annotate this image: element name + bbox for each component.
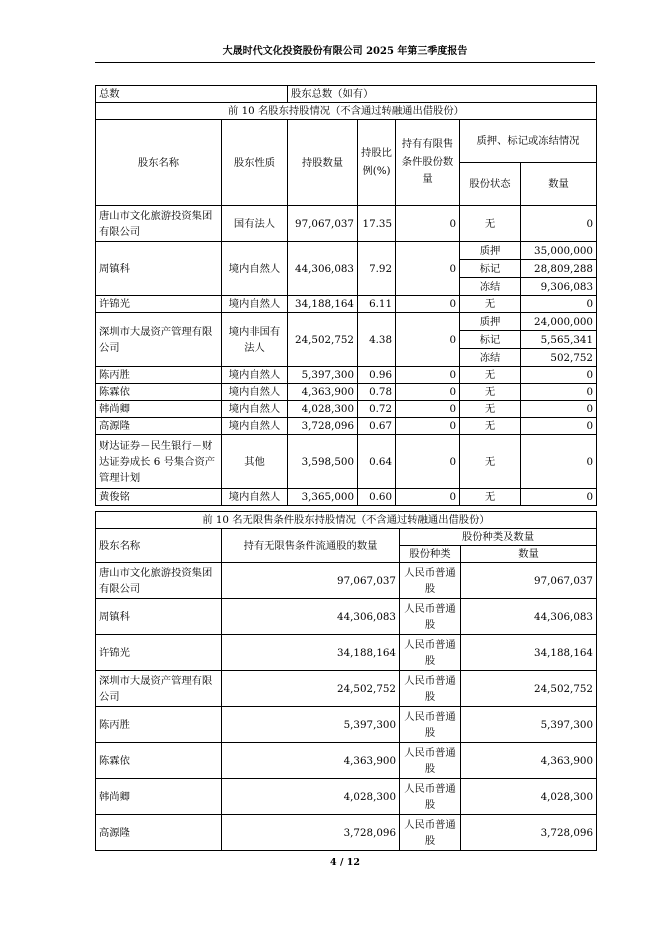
col-header-nature: 股东性质 — [222, 120, 288, 206]
pledge-amount: 0 — [521, 401, 597, 418]
shares-held: 44,306,083 — [288, 242, 358, 296]
pledge-status: 标记 — [460, 331, 521, 349]
pledge-amount: 0 — [521, 384, 597, 401]
restricted-shares: 0 — [396, 296, 460, 313]
share-amount: 97,067,037 — [461, 563, 597, 599]
shareholder-nature: 境内自然人 — [222, 367, 288, 384]
col-header-amount: 数量 — [461, 546, 597, 563]
table-row — [96, 206, 597, 242]
holding-ratio: 0.64 — [358, 435, 396, 489]
pledge-amount: 24,000,000 — [521, 313, 597, 331]
unrestricted-shares: 34,188,164 — [222, 635, 400, 671]
pledge-status: 无 — [460, 401, 521, 418]
share-type: 人民币普通股 — [400, 635, 461, 671]
share-amount: 34,188,164 — [461, 635, 597, 671]
share-type: 人民币普通股 — [400, 671, 461, 707]
shareholder-name: 韩尚卿 — [96, 779, 222, 815]
section-title: 前 10 名无限售条件股东持股情况（不含通过转融通出借股份） — [96, 512, 597, 529]
table-row — [96, 384, 597, 401]
unrestricted-shares: 5,397,300 — [222, 707, 400, 743]
share-type: 人民币普通股 — [400, 743, 461, 779]
shareholder-name: 黄俊铭 — [96, 489, 222, 506]
share-type: 人民币普通股 — [400, 707, 461, 743]
unrestricted-shares: 4,028,300 — [222, 779, 400, 815]
shares-held: 4,363,900 — [288, 384, 358, 401]
table-row — [96, 599, 597, 635]
shareholder-name: 唐山市文化旅游投资集团有限公司 — [96, 563, 222, 599]
share-amount: 4,363,900 — [461, 743, 597, 779]
table-row — [96, 815, 597, 851]
holding-ratio: 0.60 — [358, 489, 396, 506]
table-row — [96, 671, 597, 707]
shareholder-nature: 境内自然人 — [222, 489, 288, 506]
table-row — [96, 563, 597, 599]
pledge-status: 无 — [460, 384, 521, 401]
shareholder-nature: 境内自然人 — [222, 384, 288, 401]
restricted-shares: 0 — [396, 313, 460, 367]
share-amount: 3,728,096 — [461, 815, 597, 851]
col-header-type: 股份种类 — [400, 546, 461, 563]
pledge-status: 无 — [460, 206, 521, 242]
share-type: 人民币普通股 — [400, 779, 461, 815]
holding-ratio: 4.38 — [358, 313, 396, 367]
table-row — [96, 401, 597, 418]
table-row — [96, 86, 597, 103]
shareholder-name: 高源隆 — [96, 418, 222, 435]
share-amount: 4,028,300 — [461, 779, 597, 815]
pledge-status: 无 — [460, 435, 521, 489]
col-header-pledge: 质押、标记或冻结情况 — [460, 120, 597, 163]
holding-ratio: 0.78 — [358, 384, 396, 401]
col-header-name: 股东名称 — [96, 529, 222, 563]
col-header-status: 股份状态 — [460, 163, 521, 206]
table-row — [96, 418, 597, 435]
page-number: 4 / 12 — [330, 857, 360, 868]
unrestricted-shares: 44,306,083 — [222, 599, 400, 635]
pledge-amount: 0 — [521, 296, 597, 313]
shareholder-name: 韩尚卿 — [96, 401, 222, 418]
table-row — [96, 779, 597, 815]
pledge-amount: 0 — [521, 418, 597, 435]
shareholder-name: 许锦光 — [96, 635, 222, 671]
pledge-amount: 9,306,083 — [521, 278, 597, 296]
shares-held: 34,188,164 — [288, 296, 358, 313]
shareholder-nature: 其他 — [222, 435, 288, 489]
restricted-shares: 0 — [396, 367, 460, 384]
unrestricted-shares: 3,728,096 — [222, 815, 400, 851]
pledge-amount: 35,000,000 — [521, 242, 597, 260]
shareholder-name: 深圳市大晟资产管理有限公司 — [96, 671, 222, 707]
shares-held: 3,728,096 — [288, 418, 358, 435]
top-shareholders-table — [95, 85, 597, 506]
pledge-amount: 502,752 — [521, 349, 597, 367]
col-header-type-amount: 股份种类及数量 — [400, 529, 597, 546]
report-header: 大晟时代文化投资股份有限公司 2025 年第三季度报告 — [222, 46, 468, 57]
holding-ratio: 0.96 — [358, 367, 396, 384]
restricted-shares: 0 — [396, 206, 460, 242]
restricted-shares: 0 — [396, 435, 460, 489]
shareholder-name: 财达证券－民生银行－财达证券成长 6 号集合资产管理计划 — [96, 435, 222, 489]
table-row — [96, 529, 597, 546]
table-row — [96, 512, 597, 529]
shareholder-name: 许锦光 — [96, 296, 222, 313]
col-header-shares: 持股数量 — [288, 120, 358, 206]
pledge-status: 无 — [460, 489, 521, 506]
shareholder-name: 陈霖依 — [96, 384, 222, 401]
col-header-amount: 数量 — [521, 163, 597, 206]
total-label: 总数 — [96, 86, 288, 103]
shares-held: 5,397,300 — [288, 367, 358, 384]
shareholder-nature: 境内自然人 — [222, 418, 288, 435]
unrestricted-shares: 24,502,752 — [222, 671, 400, 707]
share-amount: 24,502,752 — [461, 671, 597, 707]
shareholder-nature: 国有法人 — [222, 206, 288, 242]
restricted-shares: 0 — [396, 384, 460, 401]
pledge-amount: 0 — [521, 206, 597, 242]
pledge-status: 质押 — [460, 242, 521, 260]
pledge-status: 冻结 — [460, 349, 521, 367]
holding-ratio: 0.72 — [358, 401, 396, 418]
shareholder-name: 周镇科 — [96, 599, 222, 635]
pledge-amount: 0 — [521, 367, 597, 384]
share-amount: 44,306,083 — [461, 599, 597, 635]
holding-ratio: 6.11 — [358, 296, 396, 313]
shares-held: 3,598,500 — [288, 435, 358, 489]
holding-ratio: 17.35 — [358, 206, 396, 242]
share-amount: 5,397,300 — [461, 707, 597, 743]
section-title: 前 10 名股东持股情况（不含通过转融通出借股份） — [96, 103, 597, 120]
col-header-name: 股东名称 — [96, 120, 222, 206]
unrestricted-shares: 4,363,900 — [222, 743, 400, 779]
pledge-status: 无 — [460, 418, 521, 435]
restricted-shares: 0 — [396, 401, 460, 418]
table-row — [96, 635, 597, 671]
table-row — [96, 435, 597, 489]
restricted-shares: 0 — [396, 418, 460, 435]
shares-held: 4,028,300 — [288, 401, 358, 418]
share-type: 人民币普通股 — [400, 599, 461, 635]
table-row — [96, 120, 597, 163]
pledge-amount: 5,565,341 — [521, 331, 597, 349]
table-row — [96, 313, 597, 331]
table-row — [96, 296, 597, 313]
shareholder-name: 陈霖依 — [96, 743, 222, 779]
pledge-amount: 0 — [521, 435, 597, 489]
table-row — [96, 489, 597, 506]
col-header-unrestricted: 持有无限售条件流通股的数量 — [222, 529, 400, 563]
pledge-status: 标记 — [460, 260, 521, 278]
unrestricted-shareholders-table — [95, 511, 597, 851]
pledge-status: 无 — [460, 367, 521, 384]
shares-held: 3,365,000 — [288, 489, 358, 506]
table-row — [96, 743, 597, 779]
holding-ratio: 0.67 — [358, 418, 396, 435]
pledge-status: 质押 — [460, 313, 521, 331]
shareholder-name: 陈丙胜 — [96, 367, 222, 384]
share-type: 人民币普通股 — [400, 815, 461, 851]
holding-ratio: 7.92 — [358, 242, 396, 296]
shareholder-total-label: 股东总数（如有） — [288, 86, 597, 103]
header-rule — [95, 62, 595, 63]
pledge-status: 冻结 — [460, 278, 521, 296]
shareholder-nature: 境内自然人 — [222, 296, 288, 313]
shareholder-name: 深圳市大晟资产管理有限公司 — [96, 313, 222, 367]
shares-held: 97,067,037 — [288, 206, 358, 242]
shareholder-nature: 境内非国有法人 — [222, 313, 288, 367]
shareholder-nature: 境内自然人 — [222, 401, 288, 418]
table-row — [96, 103, 597, 120]
table-row — [96, 242, 597, 260]
shares-held: 24,502,752 — [288, 313, 358, 367]
restricted-shares: 0 — [396, 489, 460, 506]
pledge-amount: 0 — [521, 489, 597, 506]
pledge-status: 无 — [460, 296, 521, 313]
shareholder-name: 周镇科 — [96, 242, 222, 296]
col-header-ratio: 持股比例(%) — [358, 120, 396, 206]
shareholder-name: 陈丙胜 — [96, 707, 222, 743]
share-type: 人民币普通股 — [400, 563, 461, 599]
shareholder-nature: 境内自然人 — [222, 242, 288, 296]
shareholder-name: 唐山市文化旅游投资集团有限公司 — [96, 206, 222, 242]
table-row — [96, 367, 597, 384]
shareholder-name: 高源隆 — [96, 815, 222, 851]
unrestricted-shares: 97,067,037 — [222, 563, 400, 599]
pledge-amount: 28,809,288 — [521, 260, 597, 278]
table-row — [96, 707, 597, 743]
col-header-restricted: 持有有限售条件股份数量 — [396, 120, 460, 206]
restricted-shares: 0 — [396, 242, 460, 296]
